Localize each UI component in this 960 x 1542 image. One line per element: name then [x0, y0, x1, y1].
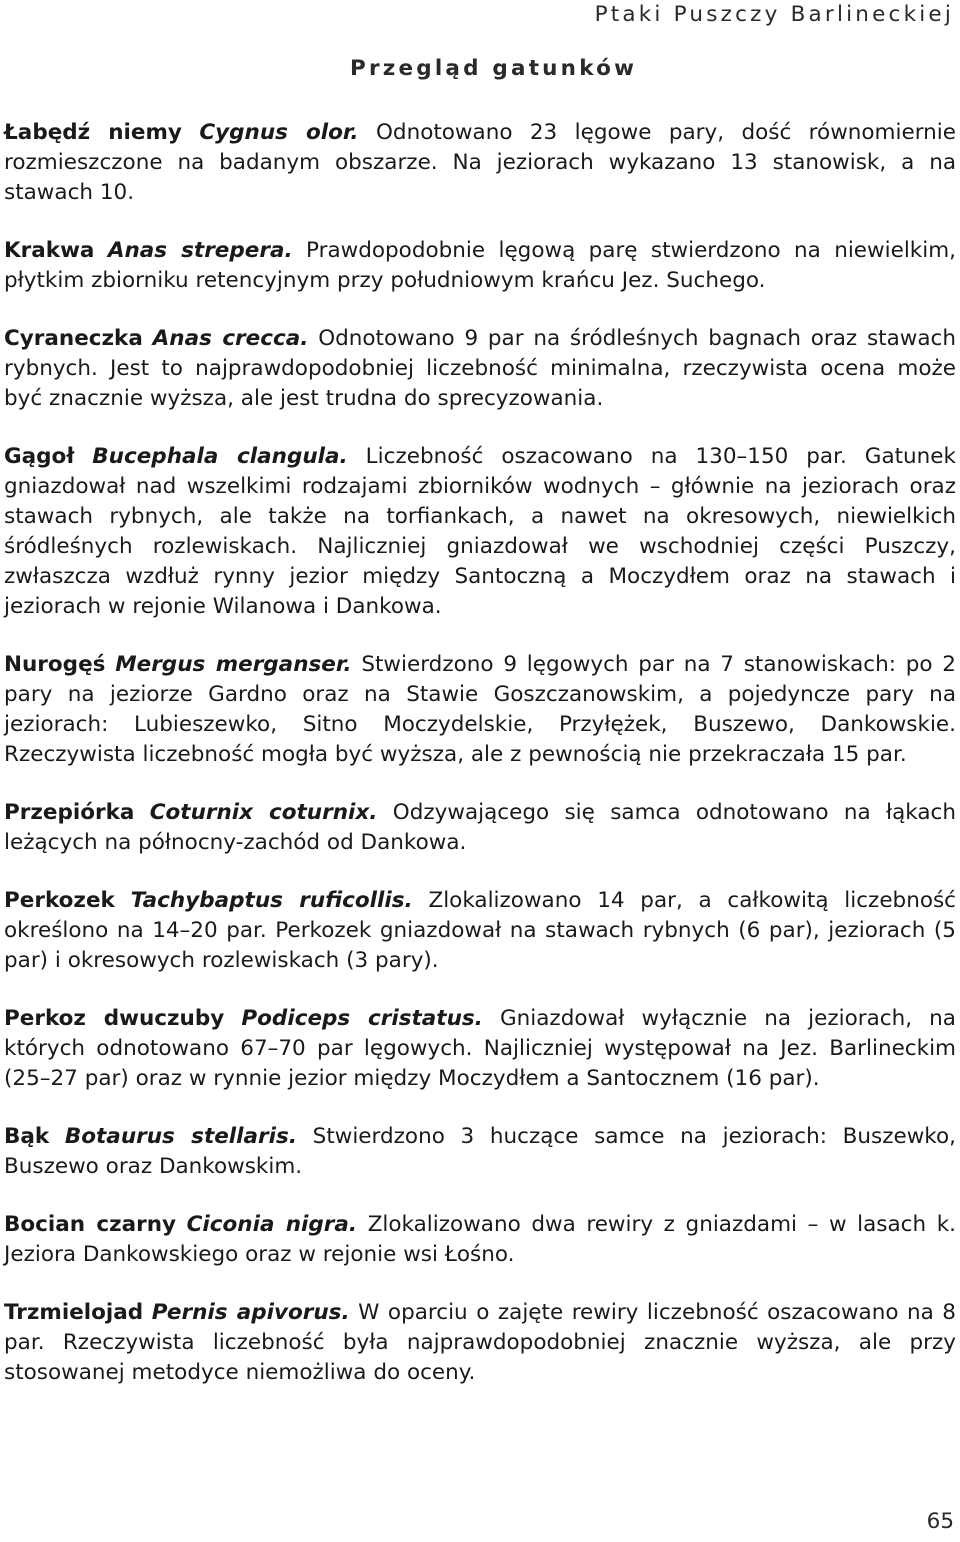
species-entry — [4, 1210, 956, 1270]
species-name: Perkoz dwuczuby — [4, 1006, 225, 1031]
species-entry — [4, 798, 956, 858]
species-name: Łabędź niemy — [4, 120, 182, 145]
species-entry — [4, 1122, 956, 1182]
species-description: Stwierdzono 3 huczące samce na jeziorach: Buszewko, Buszewo oraz Dankowskim. — [4, 1124, 956, 1179]
species-latin-name: Botaurus stellaris. — [64, 1124, 297, 1149]
species-description: Prawdopodobnie lęgową parę stwierdzono na niewielkim, płytkim zbiorniku retencyjnym przy południowym krańcu Jez. Suchego. — [4, 238, 956, 293]
species-description: Zlokalizowano dwa rewiry z gniazdami – w lasach k. Jeziora Dankowskiego oraz w rejonie wsi Łośno. — [4, 1212, 956, 1267]
species-name: Trzmielojad — [4, 1300, 144, 1325]
species-name: Nurogęś — [4, 652, 106, 677]
running-header: Ptaki Puszczy Barlineckiej — [594, 2, 954, 27]
species-name: Bocian czarny — [4, 1212, 177, 1237]
species-latin-name: Ciconia nigra. — [186, 1212, 358, 1237]
page-number: 65 — [926, 1509, 954, 1534]
species-description: Liczebność oszacowano na 130–150 par. Gatunek gniazdował nad wszelkimi rodzajami zbiorników wodnych – głównie na jeziorach oraz stawach rybnych, ale także na torfiankach, a nawet na okresowych, niewielkich śródleśnych rozlewiskach. Najliczniej gniazdował we wschodniej części Puszczy, zwłaszcza wzdłuż rynny jezior między Santoczną a Moczydłem oraz na stawach i jeziorach w rejonie Wilanowa i Dankowa. — [4, 444, 956, 619]
species-description: Odzywającego się samca odnotowano na łąkach leżących na północny-zachód od Dankowa. — [4, 800, 956, 855]
species-latin-name: Anas strepera. — [107, 238, 293, 263]
species-entry — [4, 442, 956, 622]
species-entry — [4, 118, 956, 208]
species-entry — [4, 1004, 956, 1094]
species-description: Stwierdzono 9 lęgowych par na 7 stanowiskach: po 2 pary na jeziorze Gardno oraz na Stawie Goszczanowskim, a pojedyncze pary na jeziorach: Lubieszewko, Sitno Moczydelskie, Przyłężek, Buszewo, Dankowskie. Rzeczywista liczebność mogła być wyższa, ale z pewnością nie przekraczała 15 par. — [4, 652, 956, 767]
species-name: Krakwa — [4, 238, 95, 263]
species-latin-name: Podiceps cristatus. — [241, 1006, 483, 1031]
species-latin-name: Coturnix coturnix. — [149, 800, 378, 825]
species-entry — [4, 886, 956, 976]
species-latin-name: Tachybaptus ruficollis. — [130, 888, 413, 913]
species-description: Gniazdował wyłącznie na jeziorach, na których odnotowano 67–70 par lęgowych. Najliczniej występował na Jez. Barlineckim (25–27 par) oraz w rynnie jezior między Moczydłem a Santocznem (16 par). — [4, 1006, 956, 1091]
species-description: W oparciu o zajęte rewiry liczebność oszacowano na 8 par. Rzeczywista liczebność była najprawdopodobniej znacznie wyższa, ale przy stosowanej metodyce niemożliwa do oceny. — [4, 1300, 956, 1385]
species-latin-name: Mergus merganser. — [115, 652, 352, 677]
species-latin-name: Cygnus olor. — [199, 120, 359, 145]
species-name: Perkozek — [4, 888, 115, 913]
species-list — [4, 118, 956, 1416]
species-latin-name: Bucephala clangula. — [92, 444, 348, 469]
species-entry — [4, 1298, 956, 1388]
species-description: Zlokalizowano 14 par, a całkowitą liczebność określono na 14–20 par. Perkozek gniazdował na stawach rybnych (6 par), jeziorach (5 par) i okresowych rozlewiskach (3 pary). — [4, 888, 956, 973]
species-name: Bąk — [4, 1124, 50, 1149]
species-name: Gągoł — [4, 444, 75, 469]
species-name: Przepiórka — [4, 800, 135, 825]
section-title: Przegląd gatunków — [350, 56, 638, 81]
species-description: Odnotowano 9 par na śródleśnych bagnach oraz stawach rybnych. Jest to najprawdopodobniej liczebność minimalna, rzeczywista ocena może być znacznie wyższa, ale jest trudna do sprecyzowania. — [4, 326, 956, 411]
species-name: Cyraneczka — [4, 326, 143, 351]
species-latin-name: Pernis apivorus. — [151, 1300, 350, 1325]
species-entry — [4, 324, 956, 414]
species-entry — [4, 236, 956, 296]
species-entry — [4, 650, 956, 770]
species-description: Odnotowano 23 lęgowe pary, dość równomiernie rozmieszczone na badanym obszarze. Na jeziorach wykazano 13 stanowisk, a na stawach 10. — [4, 120, 956, 205]
species-latin-name: Anas crecca. — [152, 326, 309, 351]
